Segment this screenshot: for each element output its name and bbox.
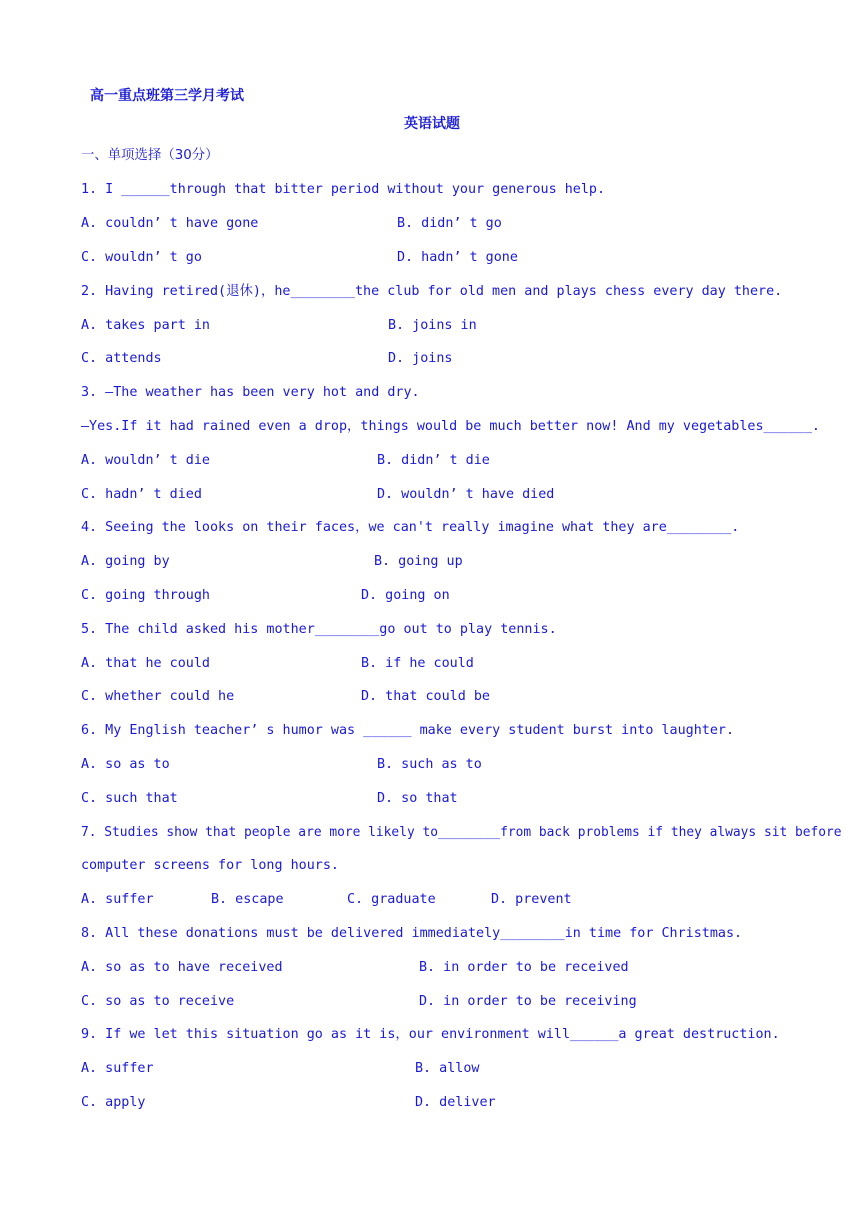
question-5-option-c: C. whether could he [81,689,235,704]
question-3-option-b: B. didn’ t die [377,453,490,468]
question-6-stem: 6. My English teacher’ s humor was ______ make every student burst into laughter. [81,723,735,738]
question-9-stem: 9. If we let this situation go as it is，our environment will______a great destruction. [81,1027,780,1042]
question-4-option-b: B. going up [374,554,463,569]
question-5-stem: 5. The child asked his mother________go out to play tennis. [81,622,557,637]
question-3-stem-line-2: —Yes.If it had rained even a drop，things would be much better now! And my vegetables______. [81,419,820,434]
question-1-stem: 1. I ______through that bitter period without your generous help. [81,182,606,197]
question-6-option-b: B. such as to [377,757,482,772]
question-8-stem: 8. All these donations must be delivered immediately________in time for Christmas. [81,926,743,941]
question-7-stem-line-1: 7. Studies show that people are more likely to________from back problems if they always sit before [81,825,842,840]
question-8-option-a: A. so as to have received [81,960,283,975]
exam-title: 高一重点班第三学月考试 [90,88,244,104]
question-8-option-c: C. so as to receive [81,994,235,1009]
question-4-option-a: A. going by [81,554,170,569]
question-4-stem: 4. Seeing the looks on their faces，we can't really imagine what they are________. [81,520,740,535]
question-1-option-a: A. couldn’ t have gone [81,216,259,231]
question-7-option-d: D. prevent [491,892,572,907]
subject-title: 英语试题 [404,116,460,132]
question-4-option-c: C. going through [81,588,210,603]
question-9-option-a: A. suffer [81,1061,154,1076]
question-1-option-c: C. wouldn’ t go [81,250,202,265]
question-3-option-d: D. wouldn’ t have died [377,487,555,502]
question-9-option-b: B. allow [415,1061,480,1076]
question-5-option-d: D. that could be [361,689,490,704]
question-3-stem-line-1: 3. —The weather has been very hot and dry. [81,385,420,400]
question-8-option-d: D. in order to be receiving [419,994,637,1009]
question-1-option-d: D. hadn’ t gone [397,250,518,265]
question-2-stem: 2. Having retired(退休)，he________the club for old men and plays chess every day there. [81,284,783,299]
question-6-option-d: D. so that [377,791,458,806]
question-5-option-b: B. if he could [361,656,474,671]
question-2-option-d: D. joins [388,351,453,366]
question-9-option-c: C. apply [81,1095,146,1110]
question-3-option-c: C. hadn’ t died [81,487,202,502]
question-2-option-b: B. joins in [388,318,477,333]
question-2-option-a: A. takes part in [81,318,210,333]
question-6-option-c: C. such that [81,791,178,806]
question-2-option-c: C. attends [81,351,162,366]
question-5-option-a: A. that he could [81,656,210,671]
question-3-option-a: A. wouldn’ t die [81,453,210,468]
question-9-option-d: D. deliver [415,1095,496,1110]
question-7-option-a: A. suffer [81,892,154,907]
question-7-option-b: B. escape [211,892,284,907]
question-1-option-b: B. didn’ t go [397,216,502,231]
question-7-stem-line-2: computer screens for long hours. [81,858,339,873]
question-8-option-b: B. in order to be received [419,960,629,975]
section-heading: 一、单项选择（30分） [81,148,219,163]
question-4-option-d: D. going on [361,588,450,603]
question-6-option-a: A. so as to [81,757,170,772]
question-7-option-c: C. graduate [347,892,436,907]
